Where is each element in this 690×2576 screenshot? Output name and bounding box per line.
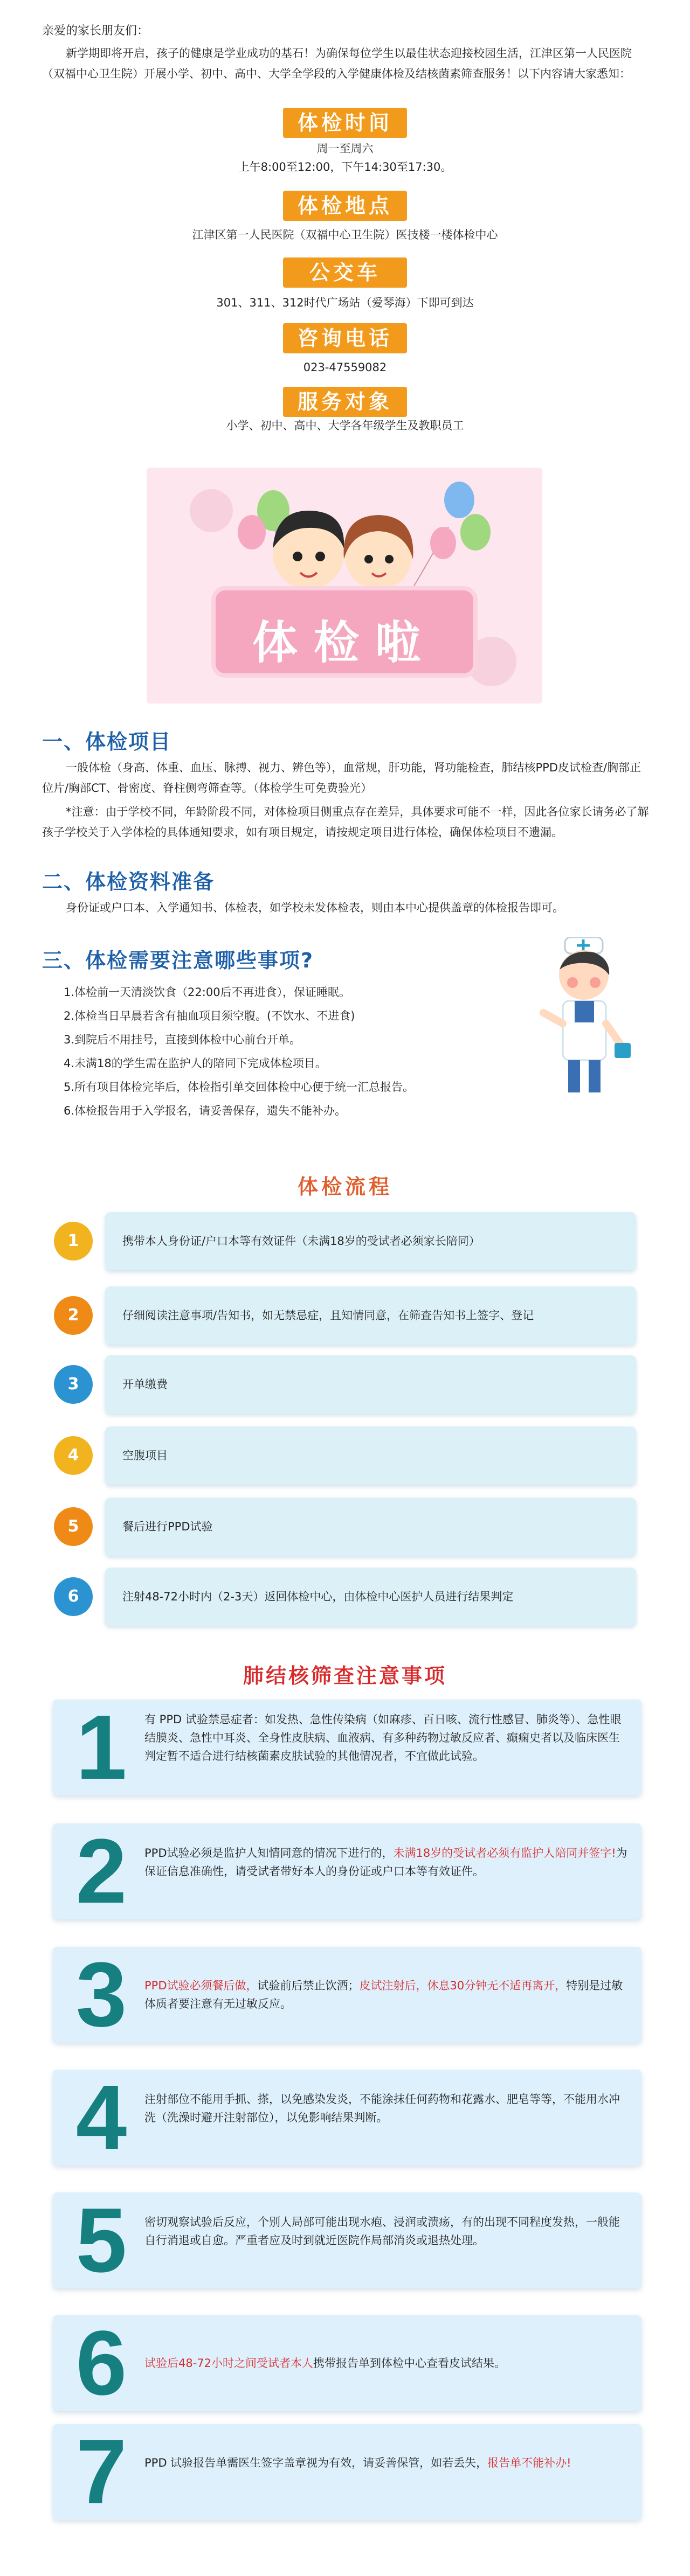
tb-card-text-warning: PPD试验必须餐后做， [144, 1979, 258, 1992]
step-number: 4 [54, 1436, 93, 1475]
flow-step [54, 1286, 636, 1345]
flow-title: 体检流程 [297, 1175, 392, 1199]
tb-card [53, 1696, 641, 1799]
notes-heading: 三、体检需要注意哪些事项? [42, 949, 314, 972]
notes-item: 1.体检前一天清淡饮食（22:00后不再进食），保证睡眠。 [64, 986, 351, 999]
banner-title: 体检啦 [252, 616, 437, 669]
tb-card [53, 1944, 641, 2046]
exam-place-address: 江津区第一人民医院（双福中心卫生院）医技楼一楼体检中心 [192, 228, 498, 241]
tb-card-text-warning: 未满18岁的受试者必须有监护人陪同并签字! [393, 1847, 616, 1860]
exam-time-hours: 上午8:00至12:00，下午14:30至17:30。 [238, 161, 452, 173]
tb-card-text [144, 1844, 630, 1881]
tb-card-text [144, 2454, 630, 2472]
exam-items-note: *注意：由于学校不同，年龄阶段不同，对体检项目侧重点存在差异，具体要求可能不一样，因此各位家长请务必了解孩子学校关于入学体检的具体通知要求，如有项目规定，请按规定项目进行体检，确保体检项目不遗漏。 [42, 805, 649, 839]
step-text: 仔细阅读注意事项/告知书，如无禁忌症，且知情同意，在筛查告知书上签字、登记 [105, 1286, 636, 1345]
tb-card-text-part: 为保证信息准确性，请受试者带好本人的身份证或户口本等有效证件。 [144, 1847, 627, 1878]
intro-paragraph: 新学期即将开启，孩子的健康是学业成功的基石！为确保每位学生以最佳状态迎接校园生活，江津区第一人民医院（双福中心卫生院）开展小学、初中、高中、大学全学段的入学健康体检及结核菌素筛查服务！以下内容请大家悉知： [42, 47, 632, 80]
banner-board [211, 586, 478, 678]
flow-step [54, 1568, 636, 1626]
tb-card-number: 6 [75, 2312, 127, 2414]
tb-card-number: 2 [75, 1820, 127, 1923]
service-target-label: 服务对象 [283, 387, 407, 417]
bus-routes: 301、311、312时代广场站（爱琴海）下即可到达 [216, 296, 474, 309]
tb-card [53, 2312, 641, 2414]
step-text: 开单缴费 [105, 1355, 636, 1414]
tb-card-number: 1 [75, 1696, 127, 1799]
notes-item: 5.所有项目体检完毕后，体检指引单交回体检中心便于统一汇总报告。 [64, 1081, 415, 1094]
notes-item: 2.体检当日早晨若含有抽血项目须空腹。(不饮水、不进食) [64, 1009, 355, 1022]
exam-items-paragraph: 一般体检（身高、体重、血压、脉搏、视力、辨色等），血常规，肝功能，肾功能检查，肺结核PPD皮试检查/胸部正位片/胸部CT、骨密度、脊柱侧弯筛查等。（体检学生可免费验光） [42, 761, 641, 795]
tb-card-text [144, 1976, 630, 2013]
tb-card-text [144, 2090, 630, 2127]
step-text: 空腹项目 [105, 1426, 636, 1485]
step-number: 2 [54, 1296, 93, 1335]
service-target-text: 小学、初中、高中、大学各年级学生及教职员工 [226, 419, 464, 432]
greeting: 亲爱的家长朋友们： [42, 24, 149, 38]
tb-card-text-part: PPD 试验报告单需医生签字盖章视为有效，请妥善保管，如若丢失， [144, 2456, 488, 2469]
step-number: 1 [54, 1222, 93, 1261]
exam-time-days: 周一至周六 [316, 142, 374, 155]
exam-place-label: 体检地点 [283, 191, 407, 221]
notes-item: 6.体检报告用于入学报名，请妥善保存，遗失不能补办。 [64, 1104, 347, 1117]
step-text: 携带本人身份证/户口本等有效证件（未满18岁的受试者必须家长陪同） [105, 1212, 636, 1270]
doctor-illustration [513, 937, 643, 1099]
flow-step [54, 1498, 636, 1556]
tb-card-text-warning: 皮试注射后，休息30分钟无不适再离开， [359, 1979, 567, 1992]
tb-card-text-part: 注射部位不能用手抓、搽，以免感染发炎，不能涂抹任何药物和花露水、肥皂等等，不能用水冲洗（洗澡时避开注射部位），以免影响结果判断。 [144, 2093, 620, 2124]
exam-time-label: 体检时间 [283, 108, 407, 138]
step-text: 注射48-72小时内（2-3天）返回体检中心，由体检中心医护人员进行结果判定 [105, 1568, 636, 1626]
checkup-banner [147, 468, 542, 704]
tb-card-text-part: 特别是过敏体质者要注意有无过敏反应。 [144, 1979, 623, 2010]
tb-card-text-part: 试验前后禁止饮酒； [257, 1979, 360, 1992]
tb-card [53, 2066, 641, 2169]
tb-card-text-part: 携带报告单到体检中心查看皮试结果。 [313, 2357, 506, 2370]
tb-card [53, 1820, 641, 1923]
step-number: 6 [54, 1577, 93, 1616]
tb-title: 肺结核筛查注意事项 [243, 1664, 447, 1688]
tb-card-text-part: 密切观察试验后反应，个别人局部可能出现水疱、浸润或溃疡，有的出现不同程度发热，一般能自行消退或自愈。严重者应及时到就近医院作局部消炎或退热处理。 [144, 2216, 620, 2247]
tb-card [53, 2421, 641, 2523]
notes-item: 4.未满18的学生需在监护人的陪同下完成体检项目。 [64, 1057, 327, 1070]
tb-card-text-warning: 试验后48-72小时之间受试者本人 [144, 2357, 314, 2370]
phone-label: 咨询电话 [283, 323, 407, 353]
bus-label: 公交车 [283, 257, 407, 288]
step-number: 5 [54, 1507, 93, 1546]
tb-card-text [144, 2213, 630, 2250]
tb-card-text-warning: 报告单不能补办! [487, 2456, 571, 2469]
tb-card-number: 5 [75, 2189, 127, 2292]
phone-number: 023-47559082 [303, 361, 387, 374]
tb-card-text [144, 2354, 630, 2372]
tb-card-text-part: PPD试验必须是监护人知情同意的情况下进行的， [144, 1847, 394, 1860]
step-text: 餐后进行PPD试验 [105, 1498, 636, 1556]
tb-card-text-part: 有 PPD 试验禁忌症者：如发热、急性传染病（如麻疹、百日咳、流行性感冒、肺炎等）、急性眼结膜炎、急性中耳炎、全身性皮肤病、血液病、有多种药物过敏反应者、癫痫史者以及临床医生判定暂不适合进行结核菌素皮肤试验的其他情况者，不宜做此试验。 [144, 1713, 622, 1763]
exam-items-heading: 一、体检项目 [42, 730, 172, 754]
tb-card-number: 4 [75, 2066, 127, 2169]
flow-step [54, 1355, 636, 1414]
flow-step [54, 1212, 636, 1270]
materials-heading: 二、体检资料准备 [42, 870, 215, 894]
flow-step [54, 1426, 636, 1485]
tb-card-text [144, 1710, 630, 1765]
tb-card [53, 2189, 641, 2292]
tb-card-number: 7 [75, 2421, 127, 2523]
notes-item: 3.到院后不用挂号，直接到体检中心前台开单。 [64, 1033, 301, 1046]
tb-card-number: 3 [75, 1944, 127, 2046]
step-number: 3 [54, 1365, 93, 1404]
materials-paragraph: 身份证或户口本、入学通知书、体检表，如学校未发体检表，则由本中心提供盖章的体检报告即可。 [66, 901, 564, 914]
